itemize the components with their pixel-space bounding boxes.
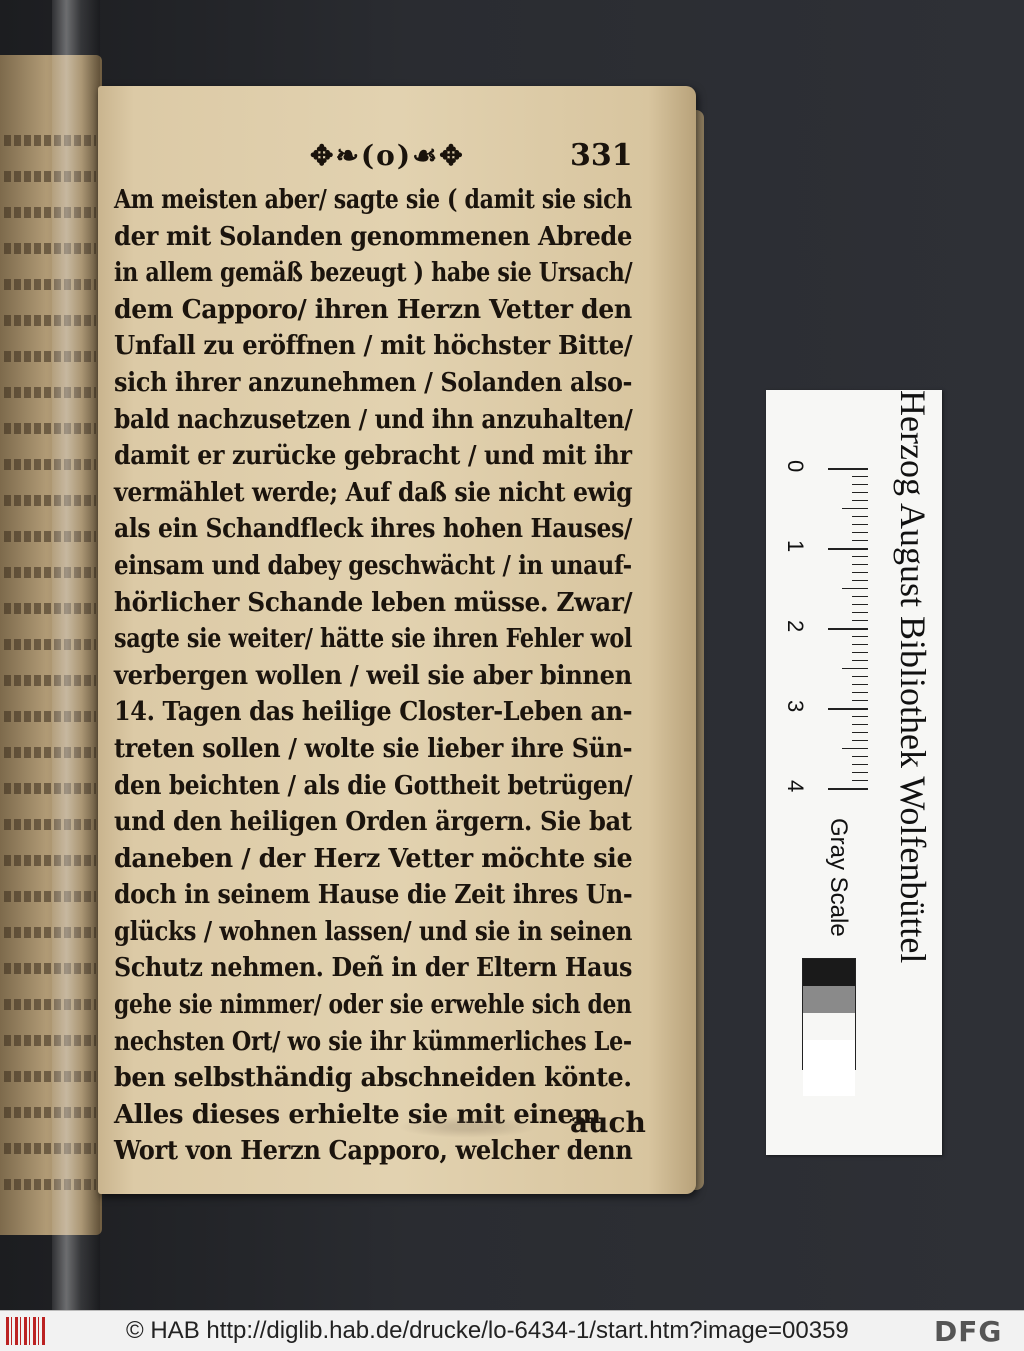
gray-swatch bbox=[803, 959, 855, 986]
hab-logo-icon bbox=[6, 1317, 46, 1345]
text-line: verbergen wollen / weil sie aber binnen bbox=[114, 660, 632, 691]
ruler-tick bbox=[852, 676, 868, 677]
text-line: hörlicher Schande leben müsse. Zwar/ bbox=[114, 587, 633, 618]
ruler-tick bbox=[842, 588, 868, 589]
footer-bar bbox=[0, 1310, 1024, 1351]
ruler-tick bbox=[842, 748, 868, 749]
ruler-tick bbox=[828, 708, 868, 710]
ruler-tick bbox=[852, 516, 868, 517]
text-line: bald nachzusetzen / und ihn anzuhalten/ bbox=[114, 404, 633, 435]
dfg-logo: DFG bbox=[934, 1315, 1003, 1348]
text-line: Wort von Herzn Capporo, welcher denn bbox=[114, 1136, 633, 1167]
text-line: vermählet werde; Auf daß sie nicht ewig bbox=[114, 477, 633, 508]
ruler-number: 3 bbox=[783, 700, 808, 713]
copyright-text[interactable]: © HAB http://diglib.hab.de/drucke/lo-6434-1/start.htm?image=00359 bbox=[126, 1317, 849, 1344]
ruler-tick bbox=[852, 572, 868, 573]
ruler-tick bbox=[852, 732, 868, 733]
ruler-tick bbox=[852, 564, 868, 565]
ruler-tick bbox=[828, 548, 868, 550]
text-line: glücks / wohnen lassen/ und sie in seinen bbox=[114, 916, 633, 947]
ruler-number: 2 bbox=[783, 620, 808, 633]
ruler-tick bbox=[852, 476, 868, 477]
ruler-tick bbox=[852, 620, 868, 621]
ruler-tick bbox=[852, 644, 868, 645]
gray-swatches bbox=[802, 958, 856, 1070]
scale-card bbox=[766, 390, 942, 1155]
catchword: auch bbox=[570, 1106, 646, 1139]
text-line: ben selbsthändig abschneiden könte. bbox=[114, 1063, 632, 1094]
ruler-tick bbox=[852, 492, 868, 493]
ruler-tick bbox=[852, 740, 868, 741]
gray-swatch bbox=[803, 1040, 855, 1096]
text-line: daneben / der Herz Vetter möchte sie bbox=[114, 843, 633, 874]
ruler-tick bbox=[828, 468, 868, 470]
text-line: doch in seinem Hause die Zeit ihres Un- bbox=[114, 880, 633, 911]
ruler-tick bbox=[852, 636, 868, 637]
ruler-tick bbox=[852, 524, 868, 525]
ruler-tick bbox=[852, 604, 868, 605]
ruler-tick bbox=[852, 700, 868, 701]
text-line: den beichten / als die Gottheit betrügen/ bbox=[114, 770, 633, 801]
ruler-tick bbox=[852, 540, 868, 541]
text-line: Unfall zu eröffnen / mit höchster Bitte/ bbox=[114, 331, 633, 362]
ruler-tick bbox=[852, 652, 868, 653]
ruler-tick bbox=[842, 668, 868, 669]
ruler-tick bbox=[852, 756, 868, 757]
text-line: dem Capporo/ ihren Herzn Vetter den bbox=[114, 294, 632, 325]
ruler-tick bbox=[852, 556, 868, 557]
text-line: Schutz nehmen. Deñ in der Eltern Haus bbox=[114, 953, 633, 984]
ruler-tick bbox=[852, 764, 868, 765]
ruler-tick bbox=[852, 580, 868, 581]
text-line: sich ihrer anzunehmen / Solanden also- bbox=[114, 367, 633, 398]
ruler-tick bbox=[852, 780, 868, 781]
text-line: als ein Schandfleck ihres hohen Hauses/ bbox=[114, 514, 633, 545]
ruler-tick bbox=[852, 484, 868, 485]
gray-scale-text: Gray Scale bbox=[825, 818, 852, 937]
ruler-tick bbox=[842, 508, 868, 509]
text-line: gehe sie nimmer/ oder sie erwehle sich den bbox=[114, 990, 632, 1021]
institution-label: Herzog August Bibliothek Wolfenbüttel bbox=[893, 390, 933, 964]
library-stamp bbox=[398, 1116, 538, 1138]
ruler-tick bbox=[852, 716, 868, 717]
text-line: 14. Tagen das heilige Closter-Leben an- bbox=[114, 697, 633, 728]
ruler-tick bbox=[828, 628, 868, 630]
gray-swatch bbox=[803, 986, 855, 1013]
text-line: Alles dieses erhielte sie mit einem bbox=[114, 1099, 601, 1130]
ruler-tick bbox=[852, 500, 868, 501]
ruler-tick bbox=[852, 692, 868, 693]
text-block bbox=[114, 182, 632, 1170]
glass-rod bbox=[52, 0, 100, 1310]
text-line: nechsten Ort/ wo sie ihr kümmerliches Le- bbox=[114, 1026, 632, 1057]
ruler-tick bbox=[852, 532, 868, 533]
ruler-tick bbox=[852, 684, 868, 685]
text-line: sagte sie weiter/ hätte sie ihren Fehler wol bbox=[114, 624, 633, 655]
book-page bbox=[98, 86, 696, 1194]
ruler-tick bbox=[852, 772, 868, 773]
text-line: Am meisten aber/ sagte sie ( damit sie sich bbox=[114, 185, 632, 215]
running-head bbox=[98, 138, 696, 178]
page-number: 331 bbox=[570, 138, 633, 173]
text-line: treten sollen / wolte sie lieber ihre Sün- bbox=[114, 733, 633, 764]
ruler-tick bbox=[828, 788, 868, 790]
text-line: damit er zurücke gebracht / und mit ihr bbox=[114, 441, 632, 472]
ruler-tick bbox=[852, 660, 868, 661]
ruler-number: 0 bbox=[783, 460, 808, 473]
ruler-tick bbox=[852, 724, 868, 725]
head-ornament: ✥❧(o)☙✥ bbox=[310, 139, 465, 172]
ruler-tick bbox=[852, 596, 868, 597]
ruler bbox=[783, 460, 868, 798]
text-line: in allem gemäß bezeugt ) habe sie Ursach/ bbox=[114, 258, 633, 289]
ruler-number: 4 bbox=[783, 780, 808, 793]
ruler-tick bbox=[852, 612, 868, 613]
text-line: und den heiligen Orden ärgern. Sie bat bbox=[114, 807, 632, 838]
ruler-number: 1 bbox=[783, 540, 808, 553]
text-line: einsam und dabey geschwächt / in unauf- bbox=[114, 550, 632, 581]
text-line: der mit Solanden genommenen Abrede bbox=[114, 221, 632, 252]
